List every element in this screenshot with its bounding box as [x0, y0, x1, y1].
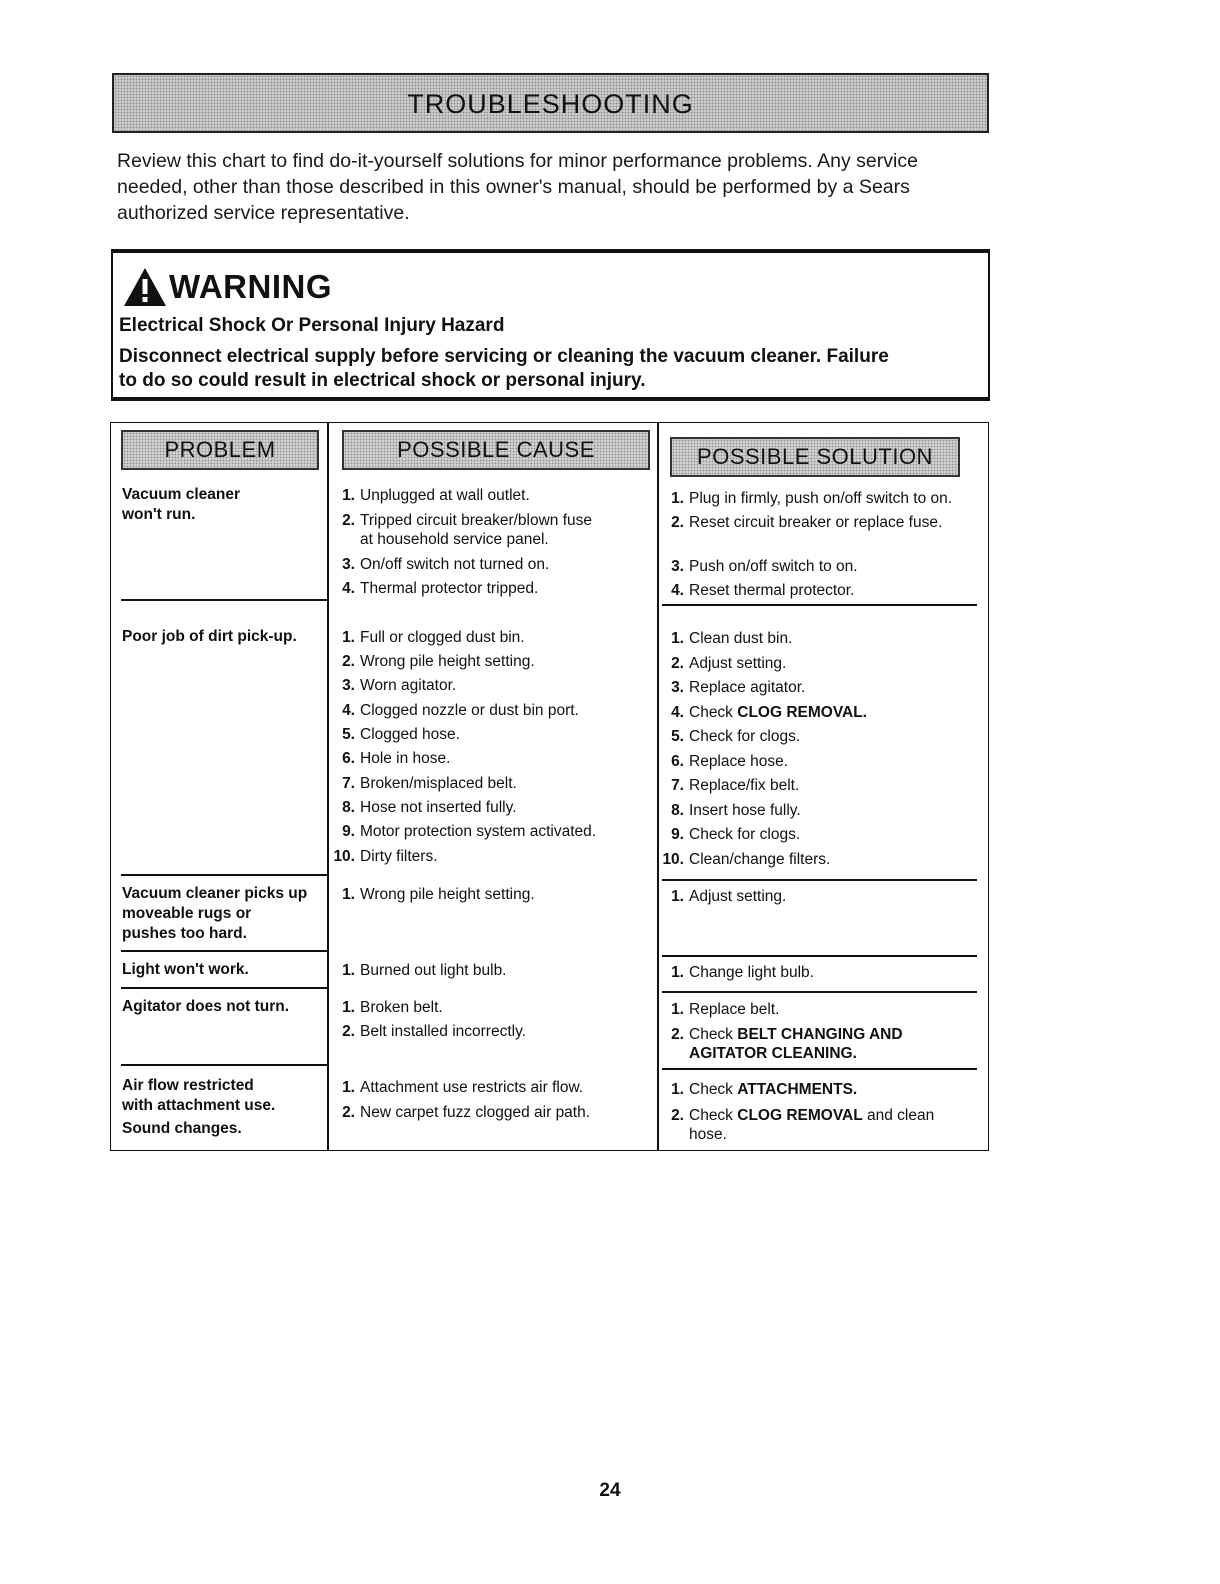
- problem-cell: [122, 1076, 327, 1139]
- row-divider: [121, 874, 327, 876]
- problem-cell: [122, 960, 327, 980]
- problem-line: Sound changes.: [122, 1120, 242, 1137]
- column-divider: [657, 422, 659, 1151]
- cause-column-header: POSSIBLE CAUSE: [342, 430, 650, 470]
- row-divider: [662, 879, 977, 881]
- row-divider: [121, 950, 327, 952]
- row-divider: [662, 604, 977, 606]
- page-heading-banner: [112, 73, 989, 133]
- problem-line: Air flow restricted: [122, 1077, 254, 1094]
- row-divider: [121, 1064, 327, 1066]
- warning-heading: [123, 267, 332, 307]
- problem-line: pushes too hard.: [122, 925, 247, 942]
- row-divider: [121, 599, 327, 601]
- intro-line: authorized service representative.: [117, 202, 410, 224]
- hazard-line: Disconnect electrical supply before servicing or cleaning the vacuum cleaner. Failure: [119, 346, 889, 367]
- solution-column-header: POSSIBLE SOLUTION: [670, 437, 960, 477]
- warning-triangle-icon: [123, 267, 167, 307]
- row-divider: [662, 991, 977, 993]
- problem-line: won't run.: [122, 506, 196, 523]
- row-divider: [662, 1068, 977, 1070]
- problem-line: with attachment use.: [122, 1097, 276, 1114]
- problem-line: Agitator does not turn.: [122, 998, 290, 1015]
- problem-cell: [122, 997, 327, 1017]
- problem-line: Vacuum cleaner picks up: [122, 885, 308, 902]
- intro-paragraph: [117, 148, 997, 226]
- hazard-title: Electrical Shock Or Personal Injury Hazard: [119, 315, 505, 336]
- intro-line: Review this chart to find do-it-yourself solutions for minor performance problems. Any service: [117, 150, 918, 172]
- warning-box: [111, 249, 990, 401]
- hazard-line: to do so could result in electrical shock or personal injury.: [119, 370, 646, 391]
- problem-line: moveable rugs or: [122, 905, 252, 922]
- warning-title: WARNING: [169, 268, 332, 305]
- page-number: 24: [599, 1480, 621, 1501]
- row-divider: [662, 955, 977, 957]
- problem-cell: [122, 884, 327, 944]
- row-divider: [121, 987, 327, 989]
- problem-cell: [122, 627, 327, 647]
- problem-line: Poor job of dirt pick-up.: [122, 628, 297, 645]
- column-divider: [327, 422, 329, 1151]
- problem-cell: [122, 485, 327, 525]
- page-title: TROUBLESHOOTING: [407, 88, 694, 119]
- problem-line: Vacuum cleaner: [122, 486, 241, 503]
- problem-line: Light won't work.: [122, 961, 249, 978]
- problem-column-header: PROBLEM: [121, 430, 319, 470]
- intro-line: needed, other than those described in this owner's manual, should be performed by a Sears: [117, 176, 910, 198]
- hazard-text: [119, 345, 979, 393]
